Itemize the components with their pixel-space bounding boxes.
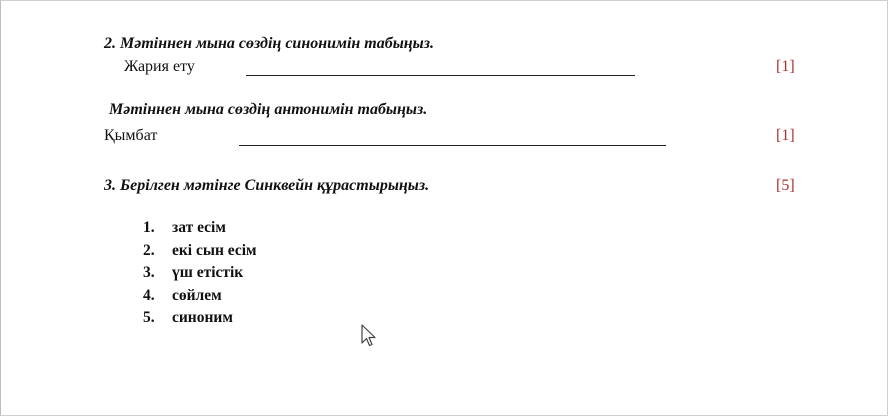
list-item-number: 1. [143,219,155,236]
list-item-text: синоним [172,309,233,326]
list-item-number: 3. [143,264,155,281]
list-item-text: үш етістік [172,264,244,281]
list-item [143,262,257,285]
list-item [143,240,257,263]
list-item [143,307,257,330]
list-item [143,217,257,240]
question-2-mark: [1] [776,58,795,75]
question-2b-word: Қымбат [104,127,158,144]
question-2-heading: 2. Мәтіннен мына сөздің синонимін табыңыз. [104,35,435,52]
list-item-text: зат есім [172,219,226,236]
list-item-number: 4. [143,286,155,304]
question-2b-answer-line[interactable] [239,145,666,146]
list-item-number: 5. [143,309,155,326]
question-3-mark: [5] [776,177,795,194]
question-2b-heading: Мәтіннен мына сөздің антонимін табыңыз. [109,101,428,118]
question-2-answer-line[interactable] [246,75,635,76]
list-item-number: 2. [143,241,155,259]
list-item-text: екі сын есім [172,241,257,259]
question-3-heading: 3. Берілген мәтінге Синквейн құрастырыңыз. [104,177,430,194]
mouse-pointer-icon [361,324,377,353]
question-2b-mark: [1] [776,127,795,144]
list-item-text: сөйлем [172,286,222,304]
question-2-word: Жария ету [124,58,195,75]
list-item [143,285,257,308]
cinquain-list [143,217,257,330]
